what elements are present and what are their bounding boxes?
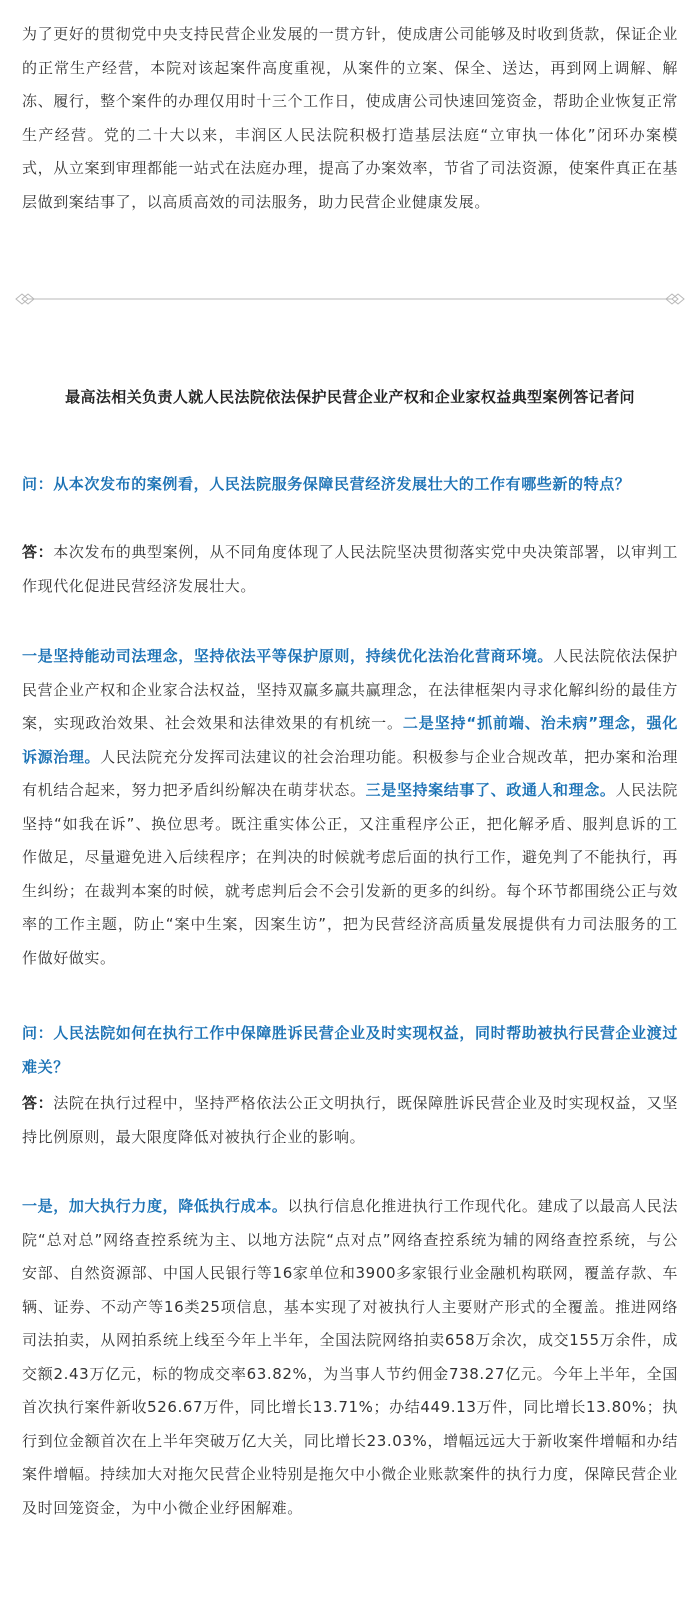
- answer-label: 答：: [22, 543, 54, 561]
- article-title: 最高法相关负责人就人民法院依法保护民营企业产权和企业家权益典型案例答记者问: [65, 388, 635, 406]
- point-1-text: 人民法院依法保护民营企业产权和企业家合法权益，坚持双赢多赢共赢理念，在法律框架内寻求化解纠纷的最佳方案，实现政治效果、社会效果和法律效果的有机统一。: [22, 647, 678, 732]
- answer-1-text: 本次发布的典型案例，从不同角度体现了人民法院坚决贯彻落实党中央决策部署，以审判工作现代化促进民营经济发展壮大。: [22, 543, 678, 595]
- answer-2-body: [22, 1190, 678, 1525]
- point-1-heading: 一是坚持能动司法理念，坚持依法平等保护原则，持续优化法治化营商环境。: [22, 647, 554, 665]
- answer-1: [22, 536, 678, 603]
- section-divider: [14, 289, 686, 309]
- intro-paragraph: 为了更好的贯彻党中央支持民营企业发展的一贯方针，使成唐公司能够及时收到货款，保证企业的正常生产经营，本院对该起案件高度重视，从案件的立案、保全、送达，再到网上调解、解冻、履行，整个案件的办理仅用时十三个工作日，使成唐公司快速回笼资金，帮助企业恢复正常生产经营。党的二十大以来，丰润区人民法院积极打造基层法庭“立审执一体化”闭环办案模式，从立案到审理都能一站式在法庭办理，提高了办案效率，节省了司法资源，使案件真正在基层做到案结事了，以高质高效的司法服务，助力民营企业健康发展。: [22, 25, 678, 211]
- point-2-heading: 二是坚持“抓前端、治未病”理念，强化诉源治理。: [22, 714, 678, 766]
- answer-2-text: 法院在执行过程中，坚持严格依法公正文明执行，既保障胜诉民营企业及时实现权益，又坚持比例原则，最大限度降低对被执行企业的影响。: [22, 1094, 678, 1146]
- question-2: 问：人民法院如何在执行工作中保障胜诉民营企业及时实现权益，同时帮助被执行民营企业渡过难关？: [22, 1024, 678, 1076]
- point-1-heading: 一是，加大执行力度，降低执行成本。: [22, 1197, 288, 1215]
- answer-label: 答：: [22, 1094, 54, 1112]
- point-3-text: 人民法院坚持“如我在诉”、换位思考。既注重实体公正，又注重程序公正，把化解矛盾、服判息诉的工作做足，尽量避免进入后续程序；在判决的时候就考虑后面的执行工作，避免判了不能执行，再生纠纷；在裁判本案的时候，就考虑判后会不会引发新的更多的纠纷。每个环节都围绕公正与效率的工作主题，防止“案中生案，因案生访”，把为民营经济高质量发展提供有力司法服务的工作做好做实。: [22, 781, 678, 967]
- question-1: 问：从本次发布的案例看，人民法院服务保障民营经济发展壮大的工作有哪些新的特点？: [22, 475, 631, 493]
- point-1-text: 以执行信息化推进执行工作现代化。建成了以最高人民法院“总对总”网络查控系统为主、以地方法院“点对点”网络查控系统为辅的网络查控系统，与公安部、自然资源部、中国人民银行等16家单位和3900多家银行业金融机构联网，覆盖存款、车辆、证券、不动产等16类25项信息，基本实现了对被执行人主要财产形式的全覆盖。推进网络司法拍卖，从网拍系统上线至今年上半年，全国法院网络拍卖658万余次，成交155万余件，成交额2.43万亿元，标的物成交率63.82%，为当事人节约佣金738.27亿元。今年上半年，全国首次执行案件新收526.67万件，同比增长13.71%；办结449.13万件，同比增长13.80%；执行到位金额首次在上半年突破万亿大关，同比增长23.03%，增幅远远大于新收案件增幅和办结案件增幅。持续加大对拖欠民营企业特别是拖欠中小微企业账款案件的执行力度，保障民营企业及时回笼资金，为中小微企业纾困解难。: [22, 1197, 678, 1517]
- point-3-heading: 三是坚持案结事了、政通人和理念。: [365, 781, 616, 799]
- answer-2: [22, 1087, 678, 1154]
- answer-1-body: [22, 640, 678, 975]
- point-2-text: 人民法院充分发挥司法建议的社会治理功能。积极参与企业合规改革，把办案和治理有机结合起来，努力把矛盾纠纷解决在萌芽状态。: [22, 747, 678, 799]
